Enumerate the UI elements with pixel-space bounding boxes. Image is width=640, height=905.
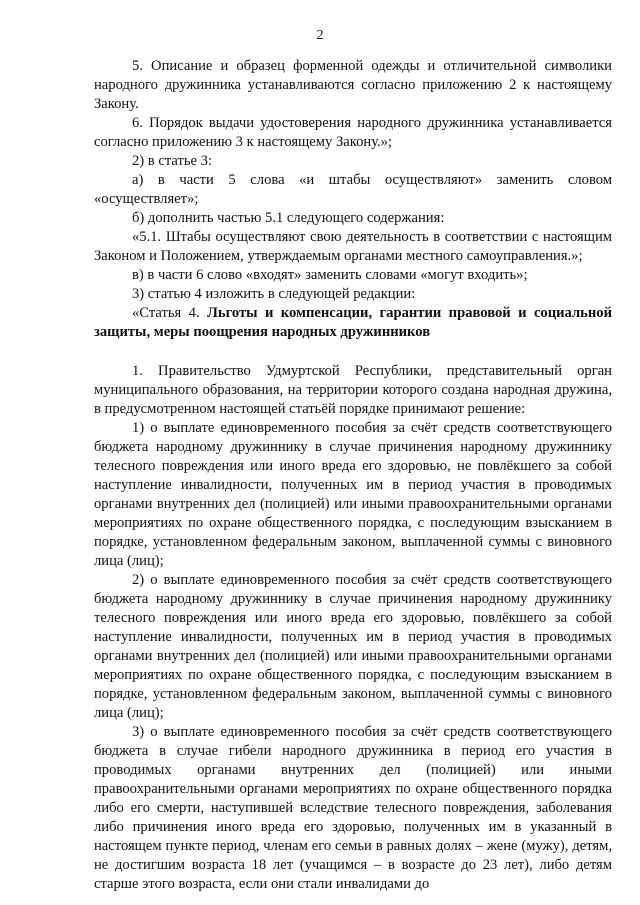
paragraph-amend-part-5: а) в части 5 слова «и штабы осуществляют» заменить словом «осуществляет»;	[94, 172, 612, 207]
paragraph-item-3: 3) о выплате единовременного пособия за счёт средств соответствующего бюджета в случае гибели народного дружинника в период его участия в проводимых органами внутренних дел (полицией) или иными правоохранительными органами мероприятиях по охране общественного порядка либо его смерти, наступившей вследствие телесного повреждения, заболевания либо причинения иного вреда его здоровью, полученных им в указанный в настоящем пункте период, членам его семьи в равных долях – жене (мужу), детям, не достигшим возраста 18 лет (учащимся – в возрасте до 23 лет), либо детям старше этого возраста, если они стали инвалидами до	[94, 724, 612, 892]
article-4-prefix: «Статья 4.	[132, 305, 208, 321]
article-4-title: Льготы и компенсации, гарантии правовой и социальной защиты, меры поощрения народных дружинников	[94, 305, 612, 340]
paragraph-article-4-intro: 3) статью 4 изложить в следующей редакции:	[132, 286, 416, 302]
document-body	[94, 57, 612, 894]
paragraph-certificate-procedure: 6. Порядок выдачи удостоверения народного дружинника устанавливается согласно приложению 3 к настоящему Закону.»;	[94, 115, 612, 150]
paragraph-item-1: 1) о выплате единовременного пособия за счёт средств соответствующего бюджета народному дружиннику в случае причинения народному дружиннику телесного повреждения или иного вреда его здоровью, не повлёкшего за собой наступление инвалидности, полученных им в период участия в проводимых органами внутренних дел (полицией) или иными правоохранительными органами мероприятиях по охране общественного порядка, с последующим взысканием в порядке, установленном федеральным законом, выплаченной суммы с виновного лица (лиц);	[94, 420, 612, 569]
paragraph-article-4-part-1: 1. Правительство Удмуртской Республики, представительный орган муниципального образования, на территории которого создана народная дружина, в предусмотренном настоящей статьёй порядке принимают решение:	[94, 363, 612, 417]
paragraph-part-5-1-text: «5.1. Штабы осуществляют свою деятельность в соответствии с настоящим Законом и Положением, утверждаемым органами местного самоуправления.»;	[94, 229, 612, 264]
article-4-heading	[94, 304, 612, 342]
page-number: 2	[316, 28, 324, 43]
paragraph-add-part-5-1: б) дополнить частью 5.1 следующего содержания:	[132, 210, 445, 226]
paragraph-item-2: 2) о выплате единовременного пособия за счёт средств соответствующего бюджета народному дружиннику в случае причинения народному дружиннику телесного повреждения или иного вреда его здоровью, повлёкшего за собой наступление инвалидности, полученных им в период участия в проводимых органами внутренних дел (полицией) или иными правоохранительными органами мероприятиях по охране общественного порядка, с последующим взысканием в порядке, установленном федеральным законом, выплаченной суммы с виновного лица (лиц);	[94, 572, 612, 721]
paragraph-article-3: 2) в статье 3:	[132, 153, 212, 169]
paragraph-uniform-description: 5. Описание и образец форменной одежды и отличительной символики народного дружинника устанавливаются согласно приложению 2 к настоящему Закону.	[94, 58, 612, 112]
paragraph-amend-part-6: в) в части 6 слово «входят» заменить словами «могут входить»;	[132, 267, 528, 283]
spacer	[94, 342, 612, 362]
